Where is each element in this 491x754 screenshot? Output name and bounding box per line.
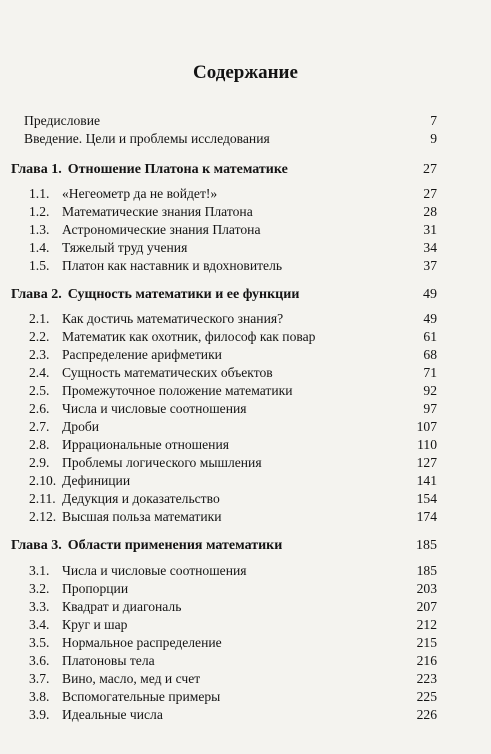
toc-chapter-2 [0, 286, 491, 304]
section-page: 154 [416, 491, 437, 506]
section-title: Иррациональные отношения [62, 437, 229, 452]
section-number: 2.12. [29, 509, 57, 524]
toc-section [0, 221, 491, 239]
section-page: 49 [423, 311, 437, 326]
section-number: 3.1. [29, 563, 50, 578]
section-title: Математические знания Платона [62, 204, 253, 219]
section-title: Дроби [62, 419, 100, 434]
toc-section [0, 436, 491, 454]
section-number: 2.5. [29, 383, 50, 398]
section-title: Тяжелый труд учения [62, 240, 188, 255]
toc-section [0, 598, 491, 616]
section-number: 3.8. [29, 689, 50, 704]
toc-section [0, 562, 491, 580]
section-number: 2.11. [29, 491, 56, 506]
section-page: 107 [416, 419, 437, 434]
chapter-label: Глава 3. [11, 538, 62, 553]
section-title: Сущность математических объектов [62, 365, 273, 380]
section-title: Числа и числовые соотношения [62, 563, 247, 578]
toc-section [0, 472, 491, 490]
toc-section [0, 490, 491, 508]
section-number: 1.4. [29, 240, 50, 255]
toc-section [0, 257, 491, 275]
section-title: Проблемы логического мышления [62, 455, 262, 470]
section-page: 61 [423, 329, 437, 344]
section-title: Высшая польза математики [62, 509, 222, 524]
section-title: Пропорции [62, 581, 129, 596]
toc-entry-introduction [0, 130, 491, 148]
section-number: 2.9. [29, 455, 50, 470]
chapter-page: 49 [423, 287, 437, 302]
section-number: 3.5. [29, 635, 50, 650]
section-page: 37 [423, 258, 437, 273]
toc-section [0, 634, 491, 652]
section-page: 27 [423, 186, 437, 201]
section-title: Как достичь математического знания? [62, 311, 284, 326]
section-number: 2.8. [29, 437, 50, 452]
toc-section [0, 203, 491, 221]
section-page: 203 [416, 581, 437, 596]
section-title: Астрономические знания Платона [62, 222, 261, 237]
toc-section [0, 688, 491, 706]
section-number: 2.7. [29, 419, 50, 434]
section-number: 3.9. [29, 707, 50, 722]
section-number: 2.4. [29, 365, 50, 380]
entry-page: 9 [430, 131, 437, 146]
chapter-title: Сущность математики и ее функции [67, 287, 300, 302]
section-page: 28 [423, 204, 437, 219]
section-page: 226 [416, 707, 437, 722]
section-page: 185 [416, 563, 437, 578]
section-page: 223 [416, 671, 437, 686]
page-title: Содержание [193, 62, 298, 83]
toc-section [0, 508, 491, 526]
section-page: 212 [416, 617, 437, 632]
section-number: 2.3. [29, 347, 50, 362]
section-number: 1.3. [29, 222, 50, 237]
toc-section [0, 328, 491, 346]
section-number: 3.3. [29, 599, 50, 614]
section-title: Числа и числовые соотношения [62, 401, 247, 416]
toc-section [0, 652, 491, 670]
chapter-page: 185 [416, 538, 437, 553]
toc-section [0, 670, 491, 688]
section-title: Распределение арифметики [62, 347, 222, 362]
section-title: Дефиниции [62, 473, 131, 488]
section-number: 3.6. [29, 653, 50, 668]
chapter-title: Области применения математики [67, 538, 283, 553]
section-page: 97 [423, 401, 437, 416]
section-page: 31 [423, 222, 437, 237]
section-number: 3.2. [29, 581, 50, 596]
section-number: 1.2. [29, 204, 50, 219]
entry-page: 7 [430, 113, 437, 128]
section-title: Идеальные числа [62, 707, 163, 722]
section-number: 2.6. [29, 401, 50, 416]
toc-section [0, 185, 491, 203]
section-title: Математик как охотник, философ как повар [62, 329, 316, 344]
section-page: 110 [417, 437, 437, 452]
toc-chapter-1 [0, 161, 491, 179]
chapter-label: Глава 1. [11, 162, 62, 177]
section-page: 225 [416, 689, 437, 704]
section-page: 68 [423, 347, 437, 362]
section-title: Дедукция и доказательство [62, 491, 220, 506]
toc-section [0, 616, 491, 634]
section-page: 216 [416, 653, 437, 668]
section-number: 3.4. [29, 617, 50, 632]
section-page: 34 [423, 240, 437, 255]
section-title: Квадрат и диагональ [62, 599, 182, 614]
toc-section [0, 310, 491, 328]
chapter-label: Глава 2. [11, 287, 62, 302]
section-number: 3.7. [29, 671, 50, 686]
toc-section [0, 239, 491, 257]
toc-section [0, 706, 491, 724]
toc-section [0, 364, 491, 382]
toc-section [0, 454, 491, 472]
section-title: Нормальное распределение [62, 635, 222, 650]
entry-title: Предисловие [24, 113, 101, 128]
section-page: 174 [416, 509, 437, 524]
section-page: 71 [423, 365, 437, 380]
toc-section [0, 400, 491, 418]
toc-section [0, 418, 491, 436]
section-title: Платон как наставник и вдохновитель [62, 258, 283, 273]
toc-section [0, 346, 491, 364]
section-title: Вспомогательные примеры [62, 689, 221, 704]
section-title: Промежуточное положение математики [62, 383, 293, 398]
section-page: 141 [416, 473, 437, 488]
section-page: 207 [416, 599, 437, 614]
section-number: 2.1. [29, 311, 50, 326]
toc-chapter-3 [0, 537, 491, 555]
section-number: 1.5. [29, 258, 50, 273]
toc-section [0, 382, 491, 400]
chapter-title: Отношение Платона к математике [67, 162, 288, 177]
section-number: 2.10. [29, 473, 57, 488]
toc-entry-preface [0, 112, 491, 130]
section-page: 127 [416, 455, 437, 470]
section-title: Платоновы тела [62, 653, 155, 668]
section-page: 215 [416, 635, 437, 650]
section-title: Круг и шар [62, 617, 128, 632]
section-number: 2.2. [29, 329, 50, 344]
section-title: Вино, масло, мед и счет [62, 671, 201, 686]
section-page: 92 [423, 383, 437, 398]
entry-title: Введение. Цели и проблемы исследования [24, 131, 270, 146]
section-number: 1.1. [29, 186, 50, 201]
section-title: «Негеометр да не войдет!» [62, 186, 218, 201]
chapter-page: 27 [423, 162, 437, 177]
toc-section [0, 580, 491, 598]
